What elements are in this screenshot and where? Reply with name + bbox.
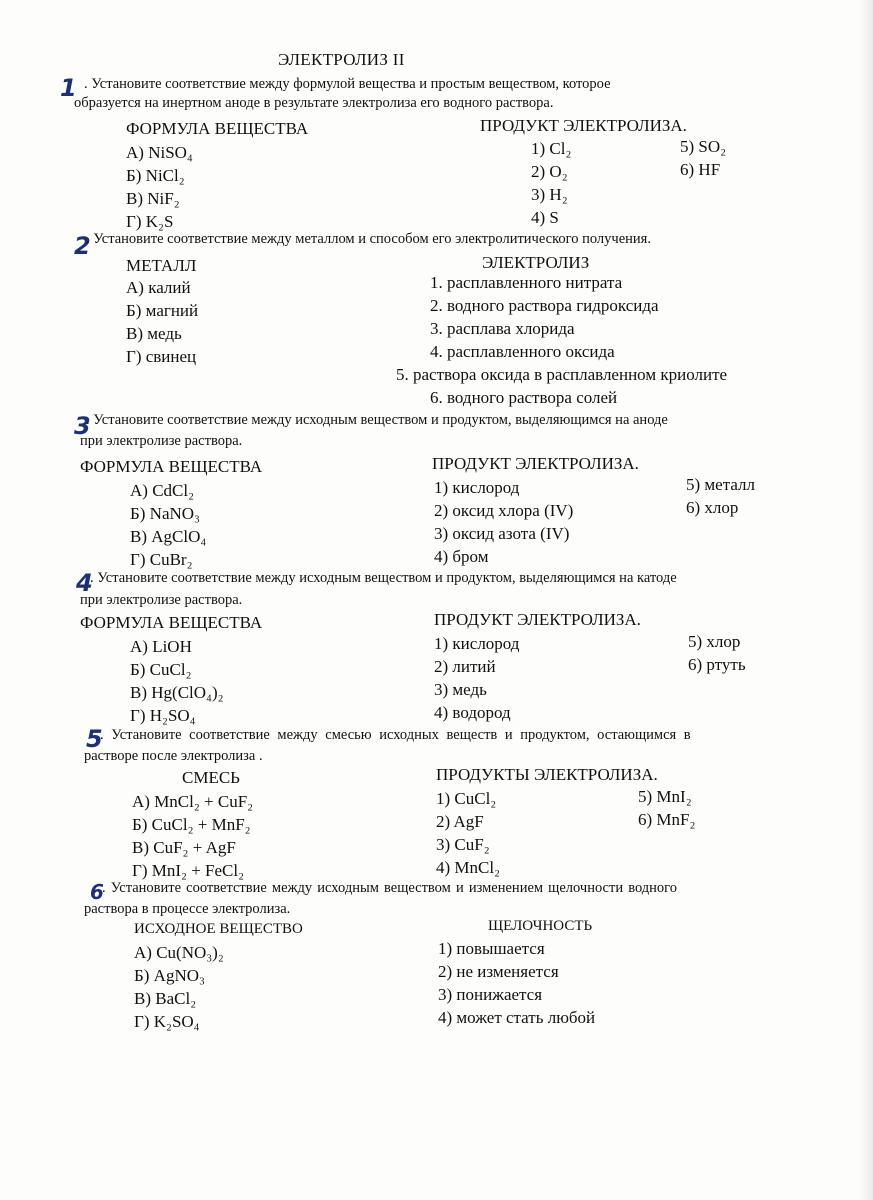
q5-right-item: 4) MnCl₂ <box>436 858 501 877</box>
q3-text-line1: . Установите соответствие между исходным веществом и продуктом, выделяющимся на аноде <box>86 412 668 428</box>
q4-right-item: 1) кислород <box>434 634 520 653</box>
q2-left-item: В) медь <box>126 324 182 343</box>
q4-right-item: 6) ртуть <box>688 655 746 674</box>
q4-left-item: Б) CuCl₂ <box>130 660 192 679</box>
q5-number: 5 <box>86 725 103 753</box>
q1-right-item: 5) SO₂ <box>680 137 727 156</box>
q1-right-header: ПРОДУКТ ЭЛЕКТРОЛИЗА. <box>480 116 687 135</box>
q2-left-item: А) калий <box>126 278 191 297</box>
q1-left-item: Б) NiCl₂ <box>126 166 185 185</box>
q3-left-item: В) AgClO₄ <box>130 527 207 546</box>
q1-right-item: 6) HF <box>680 160 721 179</box>
q2-right-item: 2. водного раствора гидроксида <box>430 296 659 315</box>
q1-left-item: А) NiSO₄ <box>126 143 193 162</box>
q1-text-line1: . Установите соответствие между формулой вещества и простым веществом, которое <box>84 76 611 92</box>
q6-left-header: ИСХОДНОЕ ВЕЩЕСТВО <box>134 921 303 937</box>
q6-right-header: ЩЕЛОЧНОСТЬ <box>488 918 593 934</box>
q5-left-item: Б) CuCl₂ + MnF₂ <box>132 815 251 834</box>
q2-left-item: Б) магний <box>126 301 199 320</box>
q1-right-item: 4) S <box>531 208 559 227</box>
q2-right-item: 1. расплавленного нитрата <box>430 273 623 292</box>
q5-right-item: 6) MnF₂ <box>638 810 696 829</box>
q3-right-item: 6) хлор <box>686 498 739 517</box>
q6-left-item: А) Cu(NO₃)₂ <box>134 943 224 962</box>
q2-right-item: 5. раствора оксида в расплавленном криолите <box>396 365 728 384</box>
q6-left-item: В) BaCl₂ <box>134 989 197 1008</box>
q3-left-item: Б) NaNO₃ <box>130 504 200 523</box>
q1-right-item: 2) O₂ <box>531 162 568 181</box>
q5-right-item: 1) CuCl₂ <box>436 789 497 808</box>
q6-right-item: 1) повышается <box>438 939 545 958</box>
q1-left-header: ФОРМУЛА ВЕЩЕСТВА <box>126 119 309 138</box>
q6-left-item: Г) K₂SO₄ <box>134 1012 200 1031</box>
q2-left-header: МЕТАЛЛ <box>126 256 197 275</box>
q4-number: 4 <box>76 569 93 597</box>
q4-right-item: 5) хлор <box>688 632 741 651</box>
q3-left-item: А) CdCl₂ <box>130 481 195 500</box>
q4-right-item: 3) медь <box>434 680 487 699</box>
q6-left-item: Б) AgNO₃ <box>134 966 205 985</box>
q4-right-header: ПРОДУКТ ЭЛЕКТРОЛИЗА. <box>434 610 641 629</box>
q6-right-item: 4) может стать любой <box>438 1008 596 1027</box>
q6-number: 6 <box>90 880 104 904</box>
q1-number: 1 <box>60 74 77 102</box>
q2-left-item: Г) свинец <box>126 347 197 366</box>
q5-right-header: ПРОДУКТЫ ЭЛЕКТРОЛИЗА. <box>436 765 658 784</box>
q3-right-header: ПРОДУКТ ЭЛЕКТРОЛИЗА. <box>432 454 639 473</box>
q5-right-item: 2) AgF <box>436 812 484 831</box>
q5-left-item: А) MnCl₂ + CuF₂ <box>132 792 254 811</box>
q3-left-item: Г) CuBr₂ <box>130 550 193 569</box>
q4-right-item: 4) водород <box>434 703 511 722</box>
q1-text-line2: образуется на инертном аноде в результате электролиза его водного раствора. <box>74 95 554 111</box>
q4-left-header: ФОРМУЛА ВЕЩЕСТВА <box>80 613 263 632</box>
q3-left-header: ФОРМУЛА ВЕЩЕСТВА <box>80 457 263 476</box>
q4-text-line1: . Установите соответствие между исходным веществом и продуктом, выделяющимся на катоде <box>90 570 677 586</box>
q5-left-item: Г) MnI₂ + FeCl₂ <box>132 861 245 880</box>
q6-text-line1: . Установите соответствие между исходным веществом и изменением щелочности водного <box>102 880 678 896</box>
q2-number: 2 <box>74 232 91 260</box>
q6-right-item: 3) понижается <box>438 985 543 1004</box>
q5-right-item: 3) CuF₂ <box>436 835 490 854</box>
q2-right-item: 6. водного раствора солей <box>430 388 618 407</box>
scan-edge-shadow <box>859 0 873 1200</box>
q4-text-line2: при электролизе раствора. <box>80 592 243 608</box>
q5-text-line2: растворе после электролиза . <box>84 748 263 764</box>
q4-right-item: 2) литий <box>434 657 496 676</box>
q2-right-header: ЭЛЕКТРОЛИЗ <box>482 253 590 272</box>
q5-right-item: 5) MnI₂ <box>638 787 692 806</box>
q6-text-line2: раствора в процессе электролиза. <box>84 901 291 917</box>
q3-right-item: 5) металл <box>686 475 756 494</box>
q1-left-item: Г) K₂S <box>126 212 174 231</box>
q2-text-line1: . Установите соответствие между металлом и способом его электролитического получения. <box>86 231 651 247</box>
q5-left-item: В) CuF₂ + AgF <box>132 838 236 857</box>
q3-right-item: 1) кислород <box>434 478 520 497</box>
q1-left-item: В) NiF₂ <box>126 189 180 208</box>
q3-number: 3 <box>74 412 91 440</box>
q2-right-item: 3. расплава хлорида <box>430 319 575 338</box>
q1-right-item: 3) H₂ <box>531 185 568 204</box>
q3-right-item: 2) оксид хлора (IV) <box>434 501 574 520</box>
q4-left-item: Г) H₂SO₄ <box>130 706 196 725</box>
q1-right-item: 1) Cl₂ <box>531 139 572 158</box>
q4-left-item: В) Hg(ClO₄)₂ <box>130 683 224 702</box>
q2-right-item: 4. расплавленного оксида <box>430 342 615 361</box>
q4-left-item: А) LiOH <box>130 637 192 656</box>
q3-right-item: 4) бром <box>434 547 489 566</box>
page-title: ЭЛЕКТРОЛИЗ II <box>278 50 405 69</box>
q6-right-item: 2) не изменяется <box>438 962 559 981</box>
q5-left-header: СМЕСЬ <box>182 768 240 787</box>
q5-text-line1: . Установите соответствие между смесью исходных веществ и продуктом, остающимся в <box>100 727 691 743</box>
q3-right-item: 3) оксид азота (IV) <box>434 524 570 543</box>
q3-text-line2: при электролизе раствора. <box>80 433 243 449</box>
